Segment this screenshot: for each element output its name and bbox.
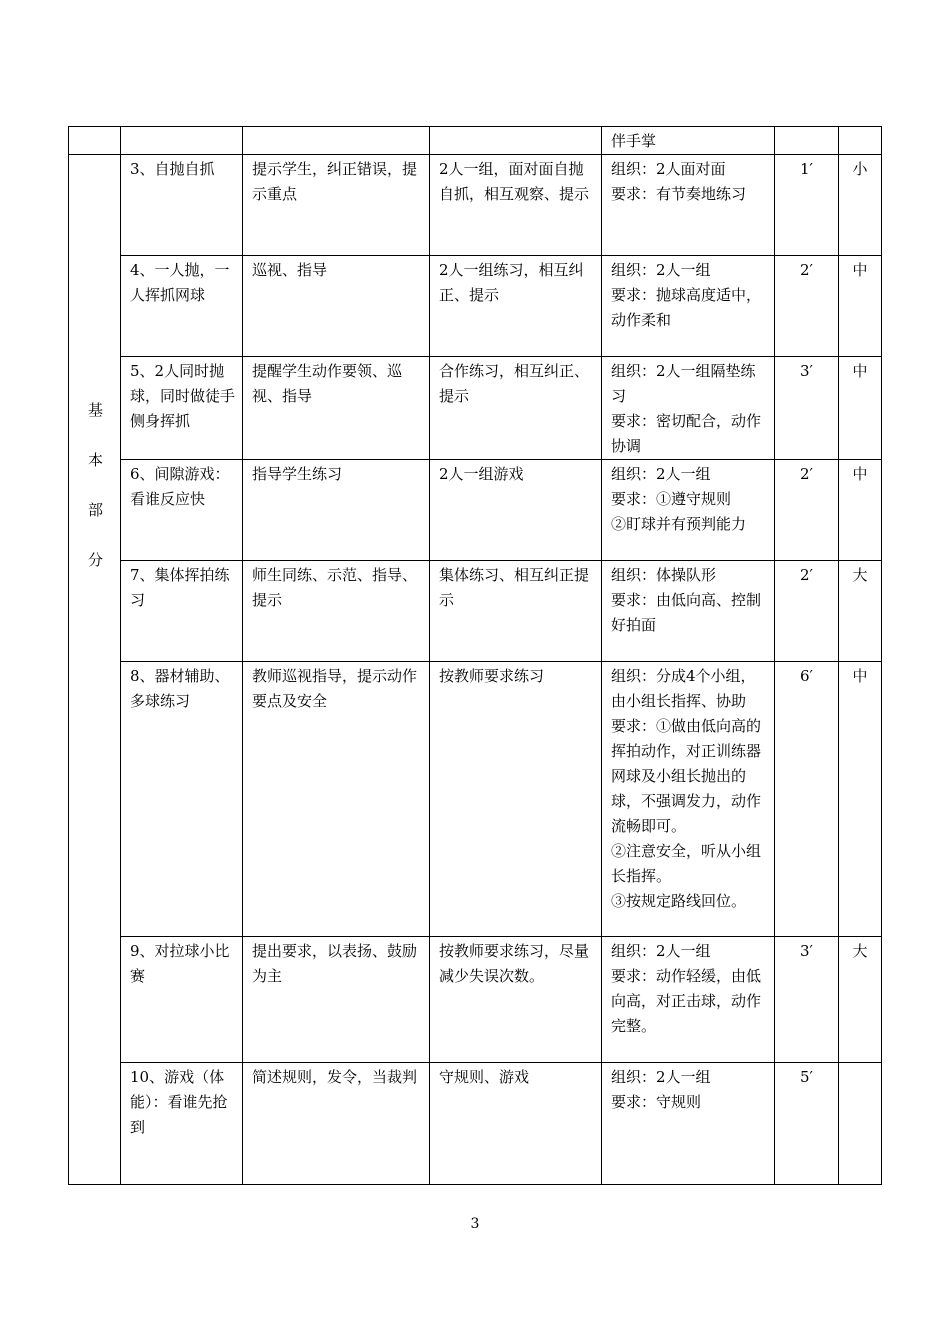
org-text: 组织：体操队形 要求：由低向高、控制好拍面 bbox=[611, 566, 762, 634]
cell-empty bbox=[243, 127, 430, 155]
org-text: 组织：2人面对面 要求：有节奏地练习 bbox=[611, 160, 747, 203]
content-text: 7、集体挥拍练习 bbox=[130, 566, 230, 609]
load-text: 中 bbox=[852, 667, 868, 685]
teacher-text: 教师巡视指导，提示动作要点及安全 bbox=[252, 667, 418, 710]
cell-teacher bbox=[243, 460, 430, 561]
cell-student bbox=[430, 561, 602, 662]
org-text: 组织：2人一组 要求：抛球高度适中，动作柔和 bbox=[611, 261, 762, 329]
org-text: 组织：2人一组隔垫练习 要求：密切配合，动作协调 bbox=[611, 362, 762, 455]
content-text: 4、一人抛，一人挥抓网球 bbox=[130, 261, 230, 304]
cell-content bbox=[121, 1063, 243, 1185]
org-text: 组织：2人一组 要求：动作轻缓，由低向高，对正击球，动作完整。 bbox=[611, 942, 762, 1035]
cell-teacher bbox=[243, 155, 430, 256]
time-text: 3′ bbox=[800, 362, 813, 380]
cell-time bbox=[775, 937, 839, 1063]
time-text: 3′ bbox=[800, 942, 813, 960]
teacher-text: 提示学生，纠正错误，提示重点 bbox=[252, 160, 418, 203]
table-body bbox=[69, 127, 882, 1185]
time-text: 5′ bbox=[800, 1068, 813, 1086]
load-text: 大 bbox=[852, 566, 868, 584]
cell-org bbox=[602, 460, 775, 561]
cell-content bbox=[121, 460, 243, 561]
table-row bbox=[69, 357, 882, 460]
load-text: 中 bbox=[852, 261, 868, 279]
time-text: 6′ bbox=[800, 667, 813, 685]
cell-time bbox=[775, 662, 839, 937]
cell-content bbox=[121, 155, 243, 256]
cell-content bbox=[121, 662, 243, 937]
cell-empty bbox=[839, 127, 882, 155]
cell-load bbox=[839, 1063, 882, 1185]
student-text: 集体练习、相互纠正提示 bbox=[439, 566, 590, 609]
cell-content bbox=[121, 937, 243, 1063]
cell-student bbox=[430, 357, 602, 460]
cell-student bbox=[430, 155, 602, 256]
cell-org bbox=[602, 662, 775, 937]
org-text: 组织：分成4个小组，由小组长指挥、协助 要求：①做由低向高的挥拍动作，对正训练器网球及小组长抛出的球，不强调发力，动作流畅即可。 ②注意安全，听从小组长指挥。 ③按规定路线回位。 bbox=[611, 667, 762, 910]
table-row bbox=[69, 561, 882, 662]
cell-content bbox=[121, 561, 243, 662]
cell-org bbox=[602, 561, 775, 662]
cell-teacher bbox=[243, 357, 430, 460]
cell-content bbox=[121, 256, 243, 357]
cell-load bbox=[839, 662, 882, 937]
time-text: 2′ bbox=[800, 465, 813, 483]
org-text: 伴手掌 bbox=[611, 132, 657, 150]
cell-teacher bbox=[243, 937, 430, 1063]
org-text: 组织：2人一组 要求：守规则 bbox=[611, 1068, 711, 1111]
student-text: 合作练习，相互纠正、提示 bbox=[439, 362, 590, 405]
cell-time bbox=[775, 357, 839, 460]
content-text: 6、间隙游戏：看谁反应快 bbox=[130, 465, 230, 508]
time-text: 1′ bbox=[800, 160, 813, 178]
cell-content bbox=[121, 357, 243, 460]
cell-student bbox=[430, 1063, 602, 1185]
cell-org bbox=[602, 155, 775, 256]
cell-time bbox=[775, 256, 839, 357]
teacher-text: 提出要求，以表扬、鼓励为主 bbox=[252, 942, 418, 985]
table-row bbox=[69, 256, 882, 357]
teacher-text: 简述规则，发令，当裁判 bbox=[252, 1068, 418, 1086]
content-text: 3、自抛自抓 bbox=[130, 160, 215, 178]
load-text: 中 bbox=[852, 362, 868, 380]
content-text: 9、对拉球小比赛 bbox=[130, 942, 230, 985]
load-text: 中 bbox=[852, 465, 868, 483]
cell-load bbox=[839, 937, 882, 1063]
load-text: 大 bbox=[852, 942, 868, 960]
cell-org bbox=[602, 937, 775, 1063]
cell-student bbox=[430, 662, 602, 937]
cell-org bbox=[602, 1063, 775, 1185]
load-text bbox=[839, 1063, 881, 1065]
cell-org bbox=[602, 256, 775, 357]
time-text: 2′ bbox=[800, 261, 813, 279]
cell-load bbox=[839, 357, 882, 460]
cell-load bbox=[839, 256, 882, 357]
section-label-cell bbox=[69, 155, 121, 1185]
student-text: 2人一组，面对面自抛自抓，相互观察、提示 bbox=[439, 160, 590, 203]
content-text: 5、2人同时抛球，同时做徒手侧身挥抓 bbox=[130, 362, 236, 430]
load-text: 小 bbox=[852, 160, 868, 178]
table-row bbox=[69, 460, 882, 561]
table-row bbox=[69, 937, 882, 1063]
content-text: 8、器材辅助、多球练习 bbox=[130, 667, 230, 710]
cell-student bbox=[430, 460, 602, 561]
cell-time bbox=[775, 561, 839, 662]
teacher-text: 巡视、指导 bbox=[252, 261, 328, 279]
cell-org-continued bbox=[602, 127, 775, 155]
cell-empty bbox=[775, 127, 839, 155]
org-text: 组织：2人一组 要求：①遵守规则 ②盯球并有预判能力 bbox=[611, 465, 747, 533]
time-text: 2′ bbox=[800, 566, 813, 584]
cell-student bbox=[430, 256, 602, 357]
cell-teacher bbox=[243, 662, 430, 937]
student-text: 按教师要求练习 bbox=[439, 667, 545, 685]
cell-time bbox=[775, 460, 839, 561]
student-text: 2人一组练习，相互纠正、提示 bbox=[439, 261, 584, 304]
cell-org bbox=[602, 357, 775, 460]
cell-load bbox=[839, 561, 882, 662]
table-row bbox=[69, 155, 882, 256]
table-row-continued bbox=[69, 127, 882, 155]
cell-student bbox=[430, 937, 602, 1063]
section-label: 基 本 部 分 bbox=[87, 401, 103, 569]
cell-load bbox=[839, 155, 882, 256]
cell-teacher bbox=[243, 256, 430, 357]
teacher-text: 提醒学生动作要领、巡视、指导 bbox=[252, 362, 403, 405]
cell-load bbox=[839, 460, 882, 561]
cell-empty bbox=[430, 127, 602, 155]
student-text: 守规则、游戏 bbox=[439, 1068, 530, 1086]
teacher-text: 指导学生练习 bbox=[252, 465, 343, 483]
cell-time bbox=[775, 155, 839, 256]
lesson-plan-table bbox=[68, 126, 882, 1185]
content-text: 10、游戏（体能）：看谁先抢到 bbox=[130, 1068, 228, 1136]
table-row bbox=[69, 1063, 882, 1185]
cell-empty bbox=[121, 127, 243, 155]
cell-teacher bbox=[243, 561, 430, 662]
teacher-text: 师生同练、示范、指导、提示 bbox=[252, 566, 418, 609]
cell-time bbox=[775, 1063, 839, 1185]
student-text: 按教师要求练习，尽量减少失误次数。 bbox=[439, 942, 590, 985]
student-text: 2人一组游戏 bbox=[439, 465, 524, 483]
page-number: 3 bbox=[470, 1216, 480, 1232]
table-row bbox=[69, 662, 882, 937]
cell-teacher bbox=[243, 1063, 430, 1185]
cell-empty bbox=[69, 127, 121, 155]
